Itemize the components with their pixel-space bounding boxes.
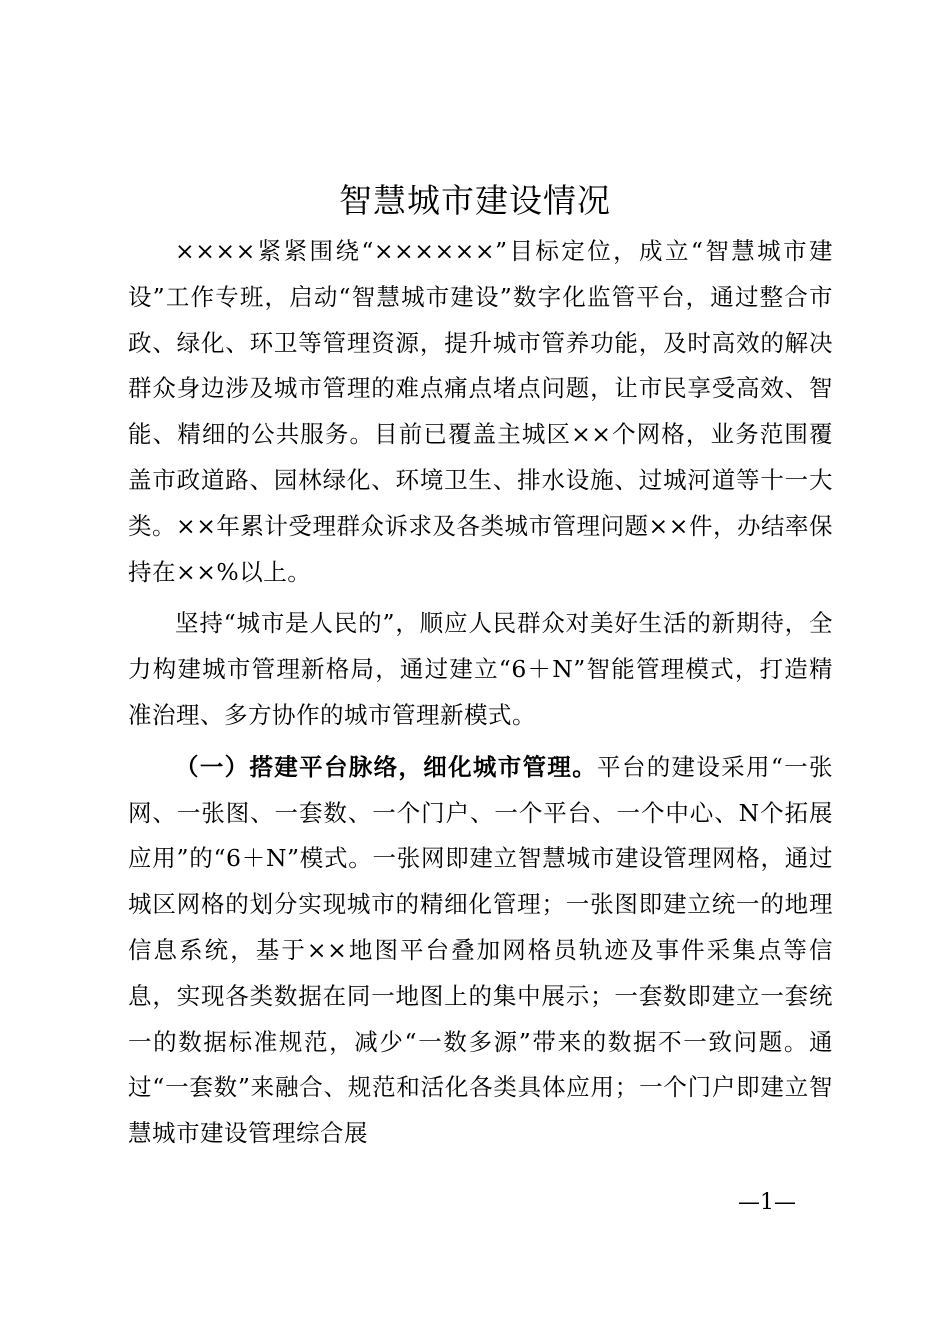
paragraph-principle xyxy=(128,601,833,738)
section-one-text: 平台的建设采用“一张网、一张图、一套数、一个门户、一个平台、一个中心、N个拓展应用”的“6＋N”模式。一张网即建立智慧城市建设管理网格，通过城区网格的划分实现城市的精细化管理；一张图即建立统一的地理信息系统，基于××地图平台叠加网格员轨迹及事件采集点等信息，实现各类数据在同一地图上的集中展示；一套数即建立一套统一的数据标准规范，减少“一数多源”带来的数据不一致问题。通过“一套数”来融合、规范和活化各类具体应用；一个门户即建立智慧城市建设管理综合展 xyxy=(128,752,833,1148)
paragraph-principle-text: 坚持“城市是人民的”，顺应人民群众对美好生活的新期待，全力构建城市管理新格局，通过建立“6＋N”智能管理模式，打造精准治理、多方协作的城市管理新模式。 xyxy=(128,609,833,729)
document-body xyxy=(128,229,833,1163)
paragraph-overview-text: ××××紧紧围绕“××××××”目标定位，成立“智慧城市建设”工作专班，启动“智慧城市建设”数字化监管平台，通过整合市政、绿化、环卫等管理资源，提升城市管养功能，及时高效的解决群众身边涉及城市管理的难点痛点堵点问题，让市民享受高效、智能、精细的公共服务。目前已覆盖主城区××个网格，业务范围覆盖市政道路、园林绿化、环境卫生、排水设施、过城河道等十一大类。××年累计受理群众诉求及各类城市管理问题××件，办结率保持在××%以上。 xyxy=(128,237,833,586)
paragraph-overview xyxy=(128,229,833,595)
page-number: —1— xyxy=(738,1190,796,1215)
section-one-heading: （一）搭建平台脉络，细化城市管理。 xyxy=(175,752,598,781)
paragraph-section-one xyxy=(128,745,833,1157)
document-title: 智慧城市建设情况 xyxy=(339,181,611,220)
